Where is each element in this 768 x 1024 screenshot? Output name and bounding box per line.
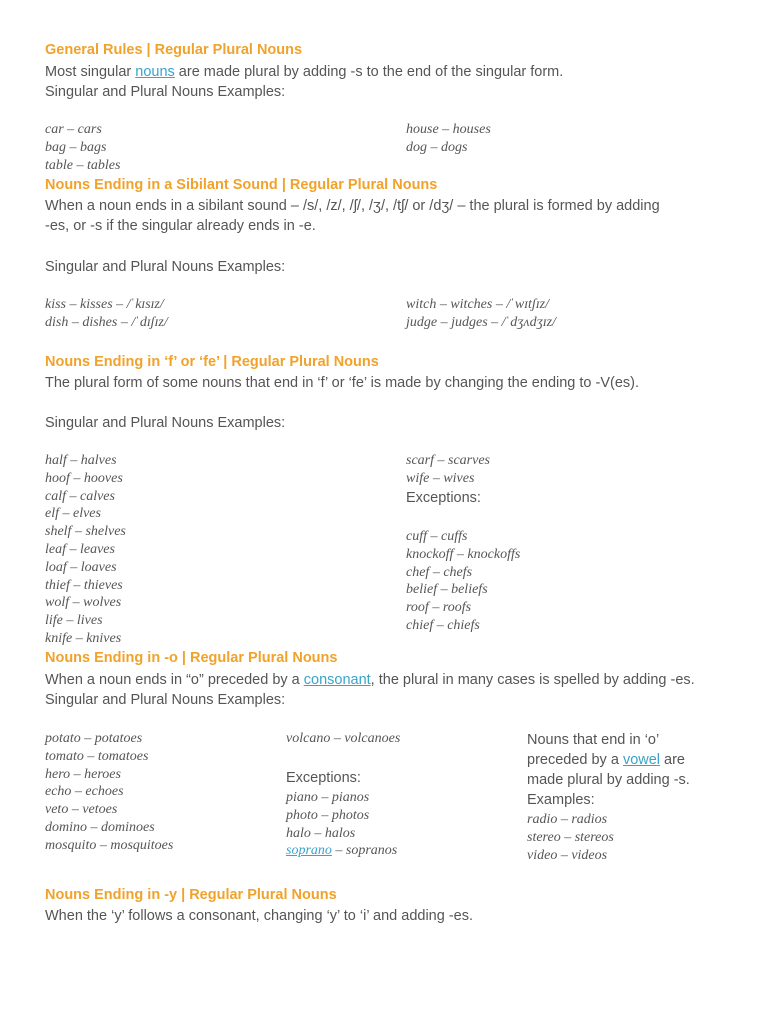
example-item: wolf – wolves bbox=[45, 595, 122, 611]
intro-text: are made plural by adding -s to the end of the singular form. bbox=[174, 64, 564, 80]
example-item: shelf – shelves bbox=[45, 524, 126, 540]
consonant-link[interactable]: consonant bbox=[303, 672, 371, 688]
example-item: kiss – kisses – /ˈkɪsɪz/ bbox=[45, 297, 164, 312]
example-item bbox=[286, 842, 397, 860]
example-item: elf – elves bbox=[45, 506, 101, 522]
examples-label: Singular and Plural Nouns Examples: bbox=[45, 415, 286, 431]
example-item: cuff – cuffs bbox=[406, 529, 468, 544]
note-text: are bbox=[660, 752, 686, 768]
examples-column bbox=[406, 452, 490, 488]
section-intro: When a noun ends in a sibilant sound – /s/, /z/, /ʃ/, /ʒ/, /tʃ/ or /dʒ/ – the plural is formed by adding bbox=[45, 198, 660, 214]
example-item: belief – beliefs bbox=[406, 582, 488, 598]
note-line bbox=[527, 750, 690, 770]
example-item: half – halves bbox=[45, 453, 117, 468]
note-text: preceded by a bbox=[527, 752, 623, 768]
example-item: domino – dominoes bbox=[45, 819, 155, 835]
note-examples-column bbox=[527, 811, 614, 864]
section-heading-y: Nouns Ending in -y | Regular Plural Nouns bbox=[45, 887, 337, 903]
section-heading-sibilant: Nouns Ending in a Sibilant Sound | Regular Plural Nouns bbox=[45, 177, 438, 193]
section-intro bbox=[45, 670, 695, 690]
section-intro: -es, or -s if the singular already ends in -e. bbox=[45, 218, 316, 234]
exceptions-column bbox=[286, 789, 397, 860]
example-item: knife – knives bbox=[45, 630, 122, 646]
example-item: dog – dogs bbox=[406, 139, 468, 155]
example-item: stereo – stereos bbox=[527, 829, 614, 845]
nouns-link[interactable]: nouns bbox=[135, 64, 175, 80]
examples-column bbox=[406, 121, 491, 157]
example-item: tomato – tomatoes bbox=[45, 748, 149, 764]
example-item: potato – potatoes bbox=[45, 731, 143, 746]
example-item: dish – dishes – /ˈdɪʃɪz/ bbox=[45, 314, 168, 330]
example-item: thief – thieves bbox=[45, 577, 123, 593]
note-line: made plural by adding -s. bbox=[527, 772, 690, 788]
examples-column bbox=[45, 452, 126, 648]
examples-column bbox=[45, 121, 120, 174]
example-item: video – videos bbox=[527, 847, 608, 863]
section-intro: When the ‘y’ follows a consonant, changing ‘y’ to ‘i’ and adding -es. bbox=[45, 908, 473, 924]
section-heading-f-fe: Nouns Ending in ‘f’ or ‘fe’ | Regular Plural Nouns bbox=[45, 354, 379, 370]
examples-column bbox=[45, 296, 168, 332]
exceptions-label: Exceptions: bbox=[406, 490, 481, 506]
example-item: halo – halos bbox=[286, 825, 356, 841]
example-item: life – lives bbox=[45, 613, 103, 629]
example-item: radio – radios bbox=[527, 812, 608, 827]
section-intro: The plural form of some nouns that end in ‘f’ or ‘fe’ is made by changing the ending to -V(es). bbox=[45, 375, 640, 391]
exceptions-column bbox=[406, 528, 520, 635]
example-item: scarf – scarves bbox=[406, 453, 490, 468]
example-item: volcano – volcanoes bbox=[286, 731, 401, 746]
example-item: veto – vetoes bbox=[45, 802, 118, 818]
example-item: mosquito – mosquitoes bbox=[45, 837, 174, 853]
example-item: wife – wives bbox=[406, 470, 475, 486]
intro-text: Most singular bbox=[45, 64, 136, 80]
example-item: bag – bags bbox=[45, 139, 107, 155]
example-item: roof – roofs bbox=[406, 600, 472, 616]
exceptions-label: Exceptions: bbox=[286, 770, 361, 786]
example-item: echo – echoes bbox=[45, 784, 124, 800]
example-item: hoof – hooves bbox=[45, 470, 123, 486]
example-item: house – houses bbox=[406, 122, 491, 137]
examples-column bbox=[45, 730, 173, 855]
section-heading-general-rules: General Rules | Regular Plural Nouns bbox=[45, 42, 303, 58]
example-item: chief – chiefs bbox=[406, 617, 480, 633]
example-item: judge – judges – /ˈdʒʌdʒɪz/ bbox=[406, 314, 556, 330]
section-heading-o: Nouns Ending in -o | Regular Plural Nouns bbox=[45, 650, 338, 666]
example-text: – sopranos bbox=[331, 843, 398, 859]
soprano-link[interactable]: soprano bbox=[286, 843, 332, 859]
example-item: loaf – loaves bbox=[45, 559, 117, 575]
example-item: car – cars bbox=[45, 122, 102, 137]
vowel-note bbox=[527, 730, 690, 810]
examples-column bbox=[406, 296, 556, 332]
example-item: chef – chefs bbox=[406, 564, 473, 580]
example-item: table – tables bbox=[45, 157, 121, 173]
example-item: witch – witches – /ˈwɪtʃɪz/ bbox=[406, 297, 549, 312]
intro-text: , the plural in many cases is spelled by adding -es. bbox=[370, 672, 695, 688]
example-item: calf – calves bbox=[45, 488, 115, 504]
examples-label: Singular and Plural Nouns Examples: bbox=[45, 692, 286, 708]
vowel-link[interactable]: vowel bbox=[622, 752, 661, 768]
note-line: Nouns that end in ‘o’ bbox=[527, 732, 660, 748]
examples-column bbox=[286, 730, 400, 748]
examples-label: Singular and Plural Nouns Examples: bbox=[45, 259, 286, 275]
example-item: knockoff – knockoffs bbox=[406, 546, 521, 562]
example-item: piano – pianos bbox=[286, 790, 370, 805]
intro-text: When a noun ends in “o” preceded by a bbox=[45, 672, 304, 688]
example-item: leaf – leaves bbox=[45, 541, 115, 557]
example-item: hero – heroes bbox=[45, 766, 121, 782]
note-line: Examples: bbox=[527, 792, 595, 808]
examples-label: Singular and Plural Nouns Examples: bbox=[45, 84, 286, 100]
section-intro bbox=[45, 62, 563, 82]
example-item: photo – photos bbox=[286, 807, 370, 823]
